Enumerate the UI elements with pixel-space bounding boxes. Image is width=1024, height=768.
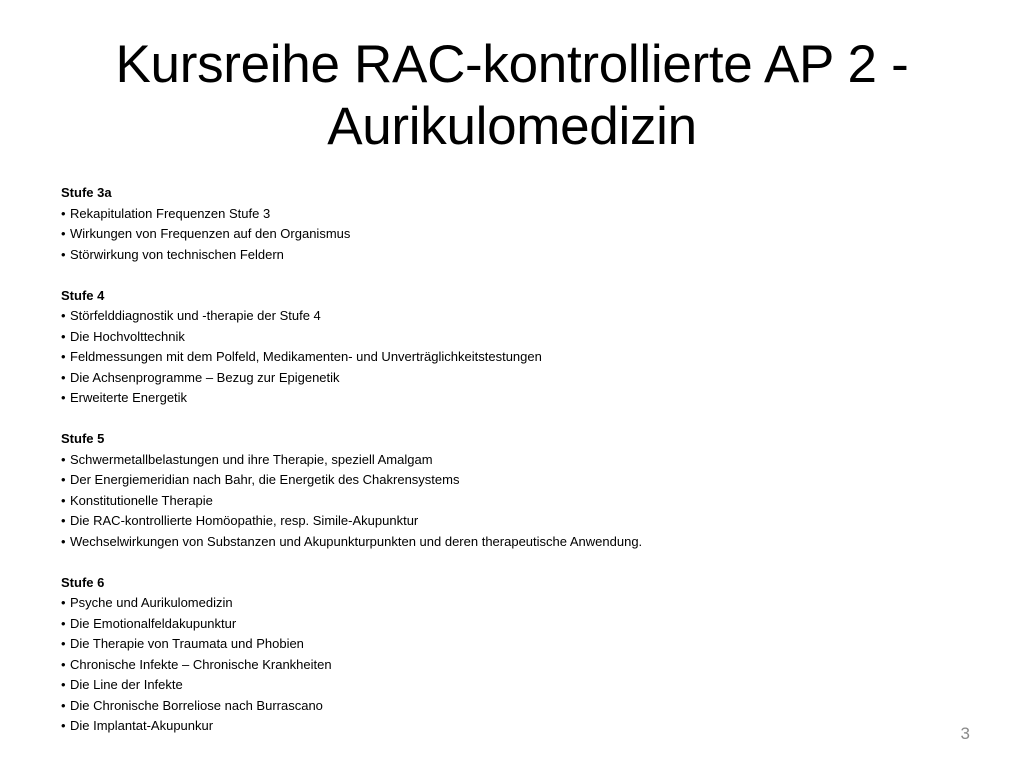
section-heading: Stufe 6 bbox=[61, 574, 105, 590]
bullet-icon: • bbox=[61, 513, 66, 528]
bullet-icon: • bbox=[61, 205, 66, 221]
bullet-icon: • bbox=[61, 349, 66, 364]
list-item bbox=[61, 532, 961, 553]
bullet-icon: • bbox=[61, 656, 66, 672]
page-number: 3 bbox=[960, 724, 970, 743]
bullet-icon: • bbox=[61, 636, 66, 651]
list-item-text: Die Chronische Borreliose nach Burrascano bbox=[70, 697, 323, 713]
section-stufe-5 bbox=[61, 429, 961, 552]
list-item-text: Der Energiemeridian nach Bahr, die Energetik des Chakrensystems bbox=[70, 472, 460, 487]
bullet-icon: • bbox=[61, 492, 66, 508]
bullet-icon: • bbox=[61, 328, 66, 344]
bullet-icon: • bbox=[61, 226, 66, 241]
list-item-text: Die Therapie von Traumata und Phobien bbox=[70, 636, 304, 651]
list-item bbox=[61, 716, 961, 737]
section-heading: Stufe 5 bbox=[61, 431, 105, 446]
list-item-text: Die RAC-kontrollierte Homöopathie, resp. Simile-Akupunktur bbox=[70, 513, 419, 528]
list-item-text: Die Line der Infekte bbox=[70, 677, 183, 692]
list-item bbox=[61, 675, 961, 696]
bullet-icon: • bbox=[61, 697, 66, 713]
list-item-text: Feldmessungen mit dem Polfeld, Medikamenten- und Unverträglichkeitstestungen bbox=[70, 349, 542, 364]
list-item bbox=[61, 511, 961, 532]
list-item bbox=[61, 204, 961, 225]
list-item-text: Störfelddiagnostik und -therapie der Stufe 4 bbox=[70, 308, 321, 323]
bullet-icon: • bbox=[61, 246, 66, 262]
bullet-list bbox=[61, 204, 961, 266]
list-item-text: Erweiterte Energetik bbox=[70, 390, 188, 405]
list-item bbox=[61, 614, 961, 635]
section-heading: Stufe 3a bbox=[61, 185, 112, 200]
bullet-icon: • bbox=[61, 677, 66, 692]
list-item-text: Schwermetallbelastungen und ihre Therapie, speziell Amalgam bbox=[70, 451, 433, 467]
bullet-list bbox=[61, 593, 961, 737]
list-item-text: Die Emotionalfeldakupunktur bbox=[70, 615, 237, 631]
list-item bbox=[61, 634, 961, 655]
list-item-text: Die Achsenprogramme – Bezug zur Epigenetik bbox=[70, 369, 340, 385]
list-item-text: Die Hochvolttechnik bbox=[70, 328, 185, 344]
list-item bbox=[61, 593, 961, 614]
list-item-text: Wirkungen von Frequenzen auf den Organismus bbox=[70, 226, 351, 241]
bullet-icon: • bbox=[61, 595, 66, 610]
list-item bbox=[61, 245, 961, 266]
list-item bbox=[61, 696, 961, 717]
list-item-text: Konstitutionelle Therapie bbox=[70, 492, 213, 508]
list-item bbox=[61, 368, 961, 389]
list-item bbox=[61, 306, 961, 327]
bullet-list bbox=[61, 306, 961, 409]
slide-title: Kursreihe RAC-kontrollierte AP 2 - Aurikulomedizin bbox=[115, 35, 909, 156]
bullet-icon: • bbox=[61, 472, 66, 487]
bullet-icon: • bbox=[61, 390, 66, 405]
list-item bbox=[61, 327, 961, 348]
list-item bbox=[61, 388, 961, 409]
list-item-text: Psyche und Aurikulomedizin bbox=[70, 595, 233, 610]
bullet-list bbox=[61, 450, 961, 553]
list-item bbox=[61, 655, 961, 676]
bullet-icon: • bbox=[61, 369, 66, 385]
list-item-text: Chronische Infekte – Chronische Krankheiten bbox=[70, 656, 332, 672]
list-item-text: Störwirkung von technischen Feldern bbox=[70, 246, 284, 262]
bullet-icon: • bbox=[61, 718, 66, 733]
list-item bbox=[61, 470, 961, 491]
section-stufe-6 bbox=[61, 573, 961, 737]
section-heading: Stufe 4 bbox=[61, 287, 105, 303]
slide-content bbox=[61, 183, 961, 737]
list-item-text: Wechselwirkungen von Substanzen und Akupunkturpunkten und deren therapeutische Anwendung. bbox=[70, 533, 643, 549]
bullet-icon: • bbox=[61, 451, 66, 467]
list-item bbox=[61, 347, 961, 368]
list-item-text: Rekapitulation Frequenzen Stufe 3 bbox=[70, 205, 271, 221]
section-stufe-3a bbox=[61, 183, 961, 265]
bullet-icon: • bbox=[61, 533, 66, 549]
list-item bbox=[61, 224, 961, 245]
list-item bbox=[61, 450, 961, 471]
list-item-text: Die Implantat-Akupunkur bbox=[70, 718, 214, 733]
section-stufe-4 bbox=[61, 286, 961, 409]
bullet-icon: • bbox=[61, 615, 66, 631]
bullet-icon: • bbox=[61, 308, 66, 323]
list-item bbox=[61, 491, 961, 512]
